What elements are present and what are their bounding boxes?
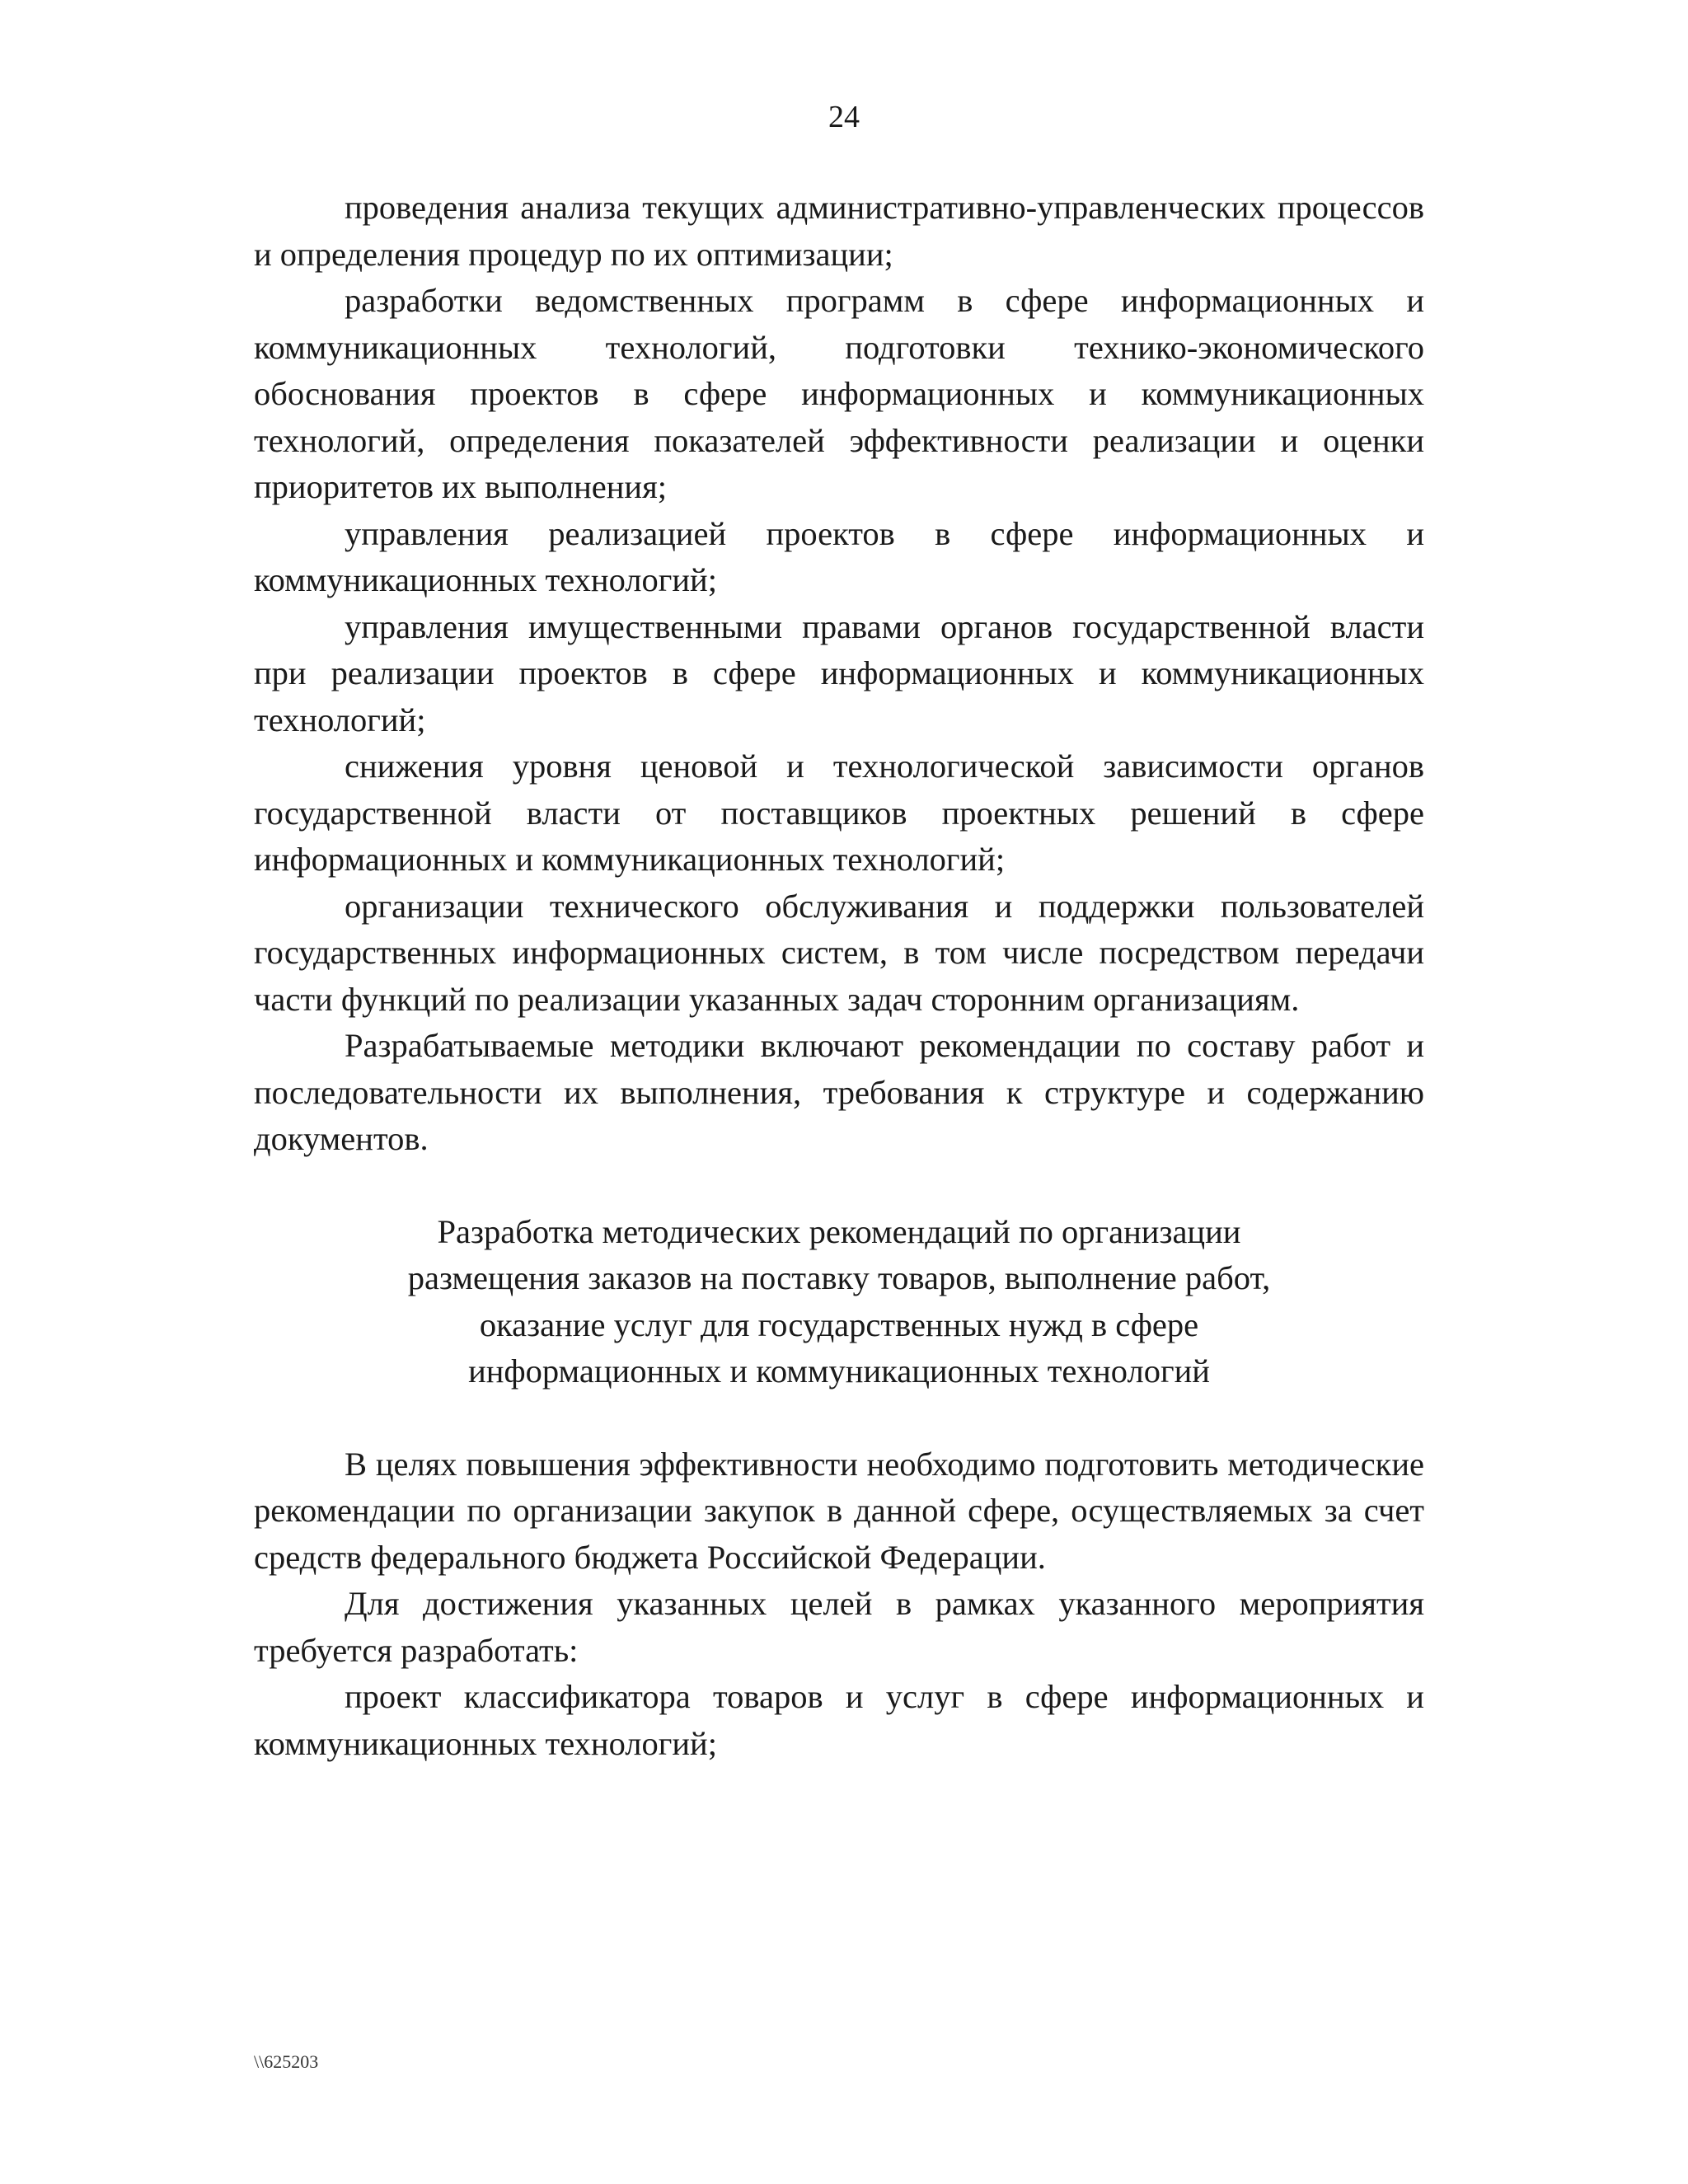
document-body — [254, 185, 1424, 1767]
paragraph: разработки ведомственных программ в сфере информационных и коммуникационных технологий, подготовки технико-экономического обоснования проектов в сфере информационных и коммуникационных технологий, определения показателей эффективности реализации и оценки приоритетов их выполнения; — [254, 282, 1424, 505]
paragraph: проведения анализа текущих административно-управленческих процессов и определения процедур по их оптимизации; — [254, 189, 1424, 273]
paragraph: организации технического обслуживания и поддержки пользователей государственных информационных систем, в том числе посредством передачи части функций по реализации указанных задач сторонним организациям. — [254, 887, 1424, 1018]
paragraph: В целях повышения эффективности необходимо подготовить методические рекомендации по организации закупок в данной сфере, осуществляемых за счет средств федерального бюджета Российской Федерации. — [254, 1445, 1424, 1576]
document-code: \\625203 — [254, 2051, 319, 2072]
section-heading-line: размещения заказов на поставку товаров, выполнение работ, — [407, 1259, 1271, 1296]
section-heading-line: оказание услуг для государственных нужд в сфере — [479, 1305, 1199, 1343]
paragraph: управления реализацией проектов в сфере информационных и коммуникационных технологий; — [254, 514, 1424, 598]
paragraph: снижения уровня ценовой и технологической зависимости органов государственной власти от поставщиков проектных решений в сфере информационных и коммуникационных технологий; — [254, 748, 1424, 878]
paragraph: управления имущественными правами органов государственной власти при реализации проектов в сфере информационных и коммуникационных технологий; — [254, 607, 1424, 738]
paragraph: Разрабатываемые методики включают рекомендации по составу работ и последовательности их выполнения, требования к структуре и содержанию документов. — [254, 1027, 1424, 1157]
paragraph: проект классификатора товаров и услуг в сфере информационных и коммуникационных технологий; — [254, 1678, 1424, 1762]
page-number: 24 — [828, 100, 860, 134]
section-heading-line: Разработка методических рекомендаций по организации — [437, 1212, 1241, 1250]
section-heading — [254, 1209, 1424, 1395]
paragraph: Для достижения указанных целей в рамках указанного мероприятия требуется разработать: — [254, 1585, 1424, 1669]
section-heading-line: информационных и коммуникационных технологий — [468, 1352, 1210, 1390]
